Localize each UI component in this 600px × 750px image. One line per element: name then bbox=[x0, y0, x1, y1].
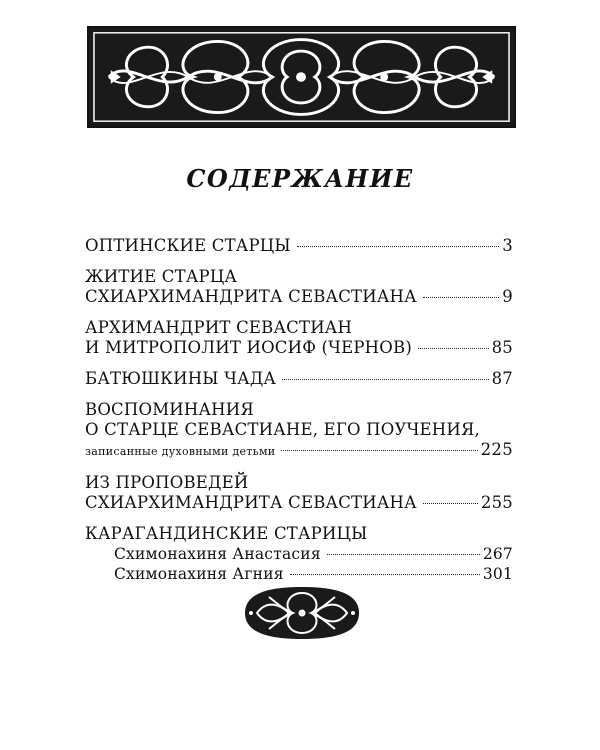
dot-leader bbox=[423, 297, 499, 298]
toc-page-number: 87 bbox=[491, 369, 513, 388]
header-ornament-banner bbox=[87, 26, 516, 128]
dot-leader bbox=[281, 450, 477, 451]
toc-entry-memoirs[interactable] bbox=[85, 400, 513, 462]
toc-entry-life-of-elder[interactable] bbox=[85, 267, 513, 307]
toc-entry-title: АРХИМАНДРИТ СЕВАСТИАН bbox=[85, 318, 353, 337]
toc-entry-title: ВОСПОМИНАНИЯ bbox=[85, 400, 254, 419]
toc-entry-title: О СТАРЦЕ СЕВАСТИАНЕ, ЕГО ПОУЧЕНИЯ, bbox=[85, 420, 480, 439]
toc-page-number: 9 bbox=[502, 287, 513, 306]
toc-entry-title: СХИАРХИМАНДРИТА СЕВАСТИАНА bbox=[85, 287, 417, 306]
dot-leader bbox=[423, 503, 478, 504]
toc-subentry-title: Схимонахиня Анастасия bbox=[114, 545, 321, 563]
toc-entry-optina-elders[interactable] bbox=[85, 236, 513, 256]
toc-entry-title: КАРАГАНДИНСКИЕ СТАРИЦЫ bbox=[85, 524, 368, 543]
toc-entry-sermons[interactable] bbox=[85, 473, 513, 513]
dot-leader bbox=[327, 554, 480, 555]
toc-page-number: 225 bbox=[480, 440, 513, 459]
toc-entry-title: СХИАРХИМАНДРИТА СЕВАСТИАНА bbox=[85, 493, 417, 512]
toc-entry-title: ИЗ ПРОПОВЕДЕЙ bbox=[85, 473, 249, 492]
toc-entry-spiritual-children[interactable] bbox=[85, 369, 513, 389]
interlace-ornament-icon bbox=[89, 28, 514, 126]
toc-entry-title: БАТЮШКИНЫ ЧАДА bbox=[85, 369, 277, 388]
page-title: СОДЕРЖАНИЕ bbox=[186, 164, 414, 193]
toc-entry-title: И МИТРОПОЛИТ ИОСИФ (ЧЕРНОВ) bbox=[85, 338, 412, 357]
floral-ornament-icon bbox=[239, 583, 365, 643]
toc-subentry-agnia[interactable] bbox=[85, 564, 513, 584]
table-of-contents bbox=[85, 236, 513, 595]
toc-entry-archimandrite-metropolitan[interactable] bbox=[85, 318, 513, 358]
toc-entry-title: ОПТИНСКИЕ СТАРЦЫ bbox=[85, 236, 291, 255]
toc-entry-title: ЖИТИЕ СТАРЦА bbox=[85, 267, 238, 286]
toc-page-number: 255 bbox=[480, 493, 513, 512]
dot-leader bbox=[297, 246, 499, 247]
toc-page-number: 267 bbox=[482, 545, 513, 563]
toc-entry-karaganda-eldresses[interactable] bbox=[85, 524, 513, 584]
toc-entry-subtitle: записанные духовными детьми bbox=[85, 445, 276, 458]
toc-page-number: 301 bbox=[482, 565, 513, 583]
toc-page-number: 85 bbox=[491, 338, 513, 357]
dot-leader bbox=[290, 574, 480, 575]
footer-ornament bbox=[239, 583, 365, 643]
dot-leader bbox=[282, 379, 488, 380]
toc-page-number: 3 bbox=[502, 236, 513, 255]
toc-subentry-title: Схимонахиня Агния bbox=[114, 565, 284, 583]
dot-leader bbox=[418, 348, 489, 349]
toc-subentry-anastasia[interactable] bbox=[85, 544, 513, 564]
